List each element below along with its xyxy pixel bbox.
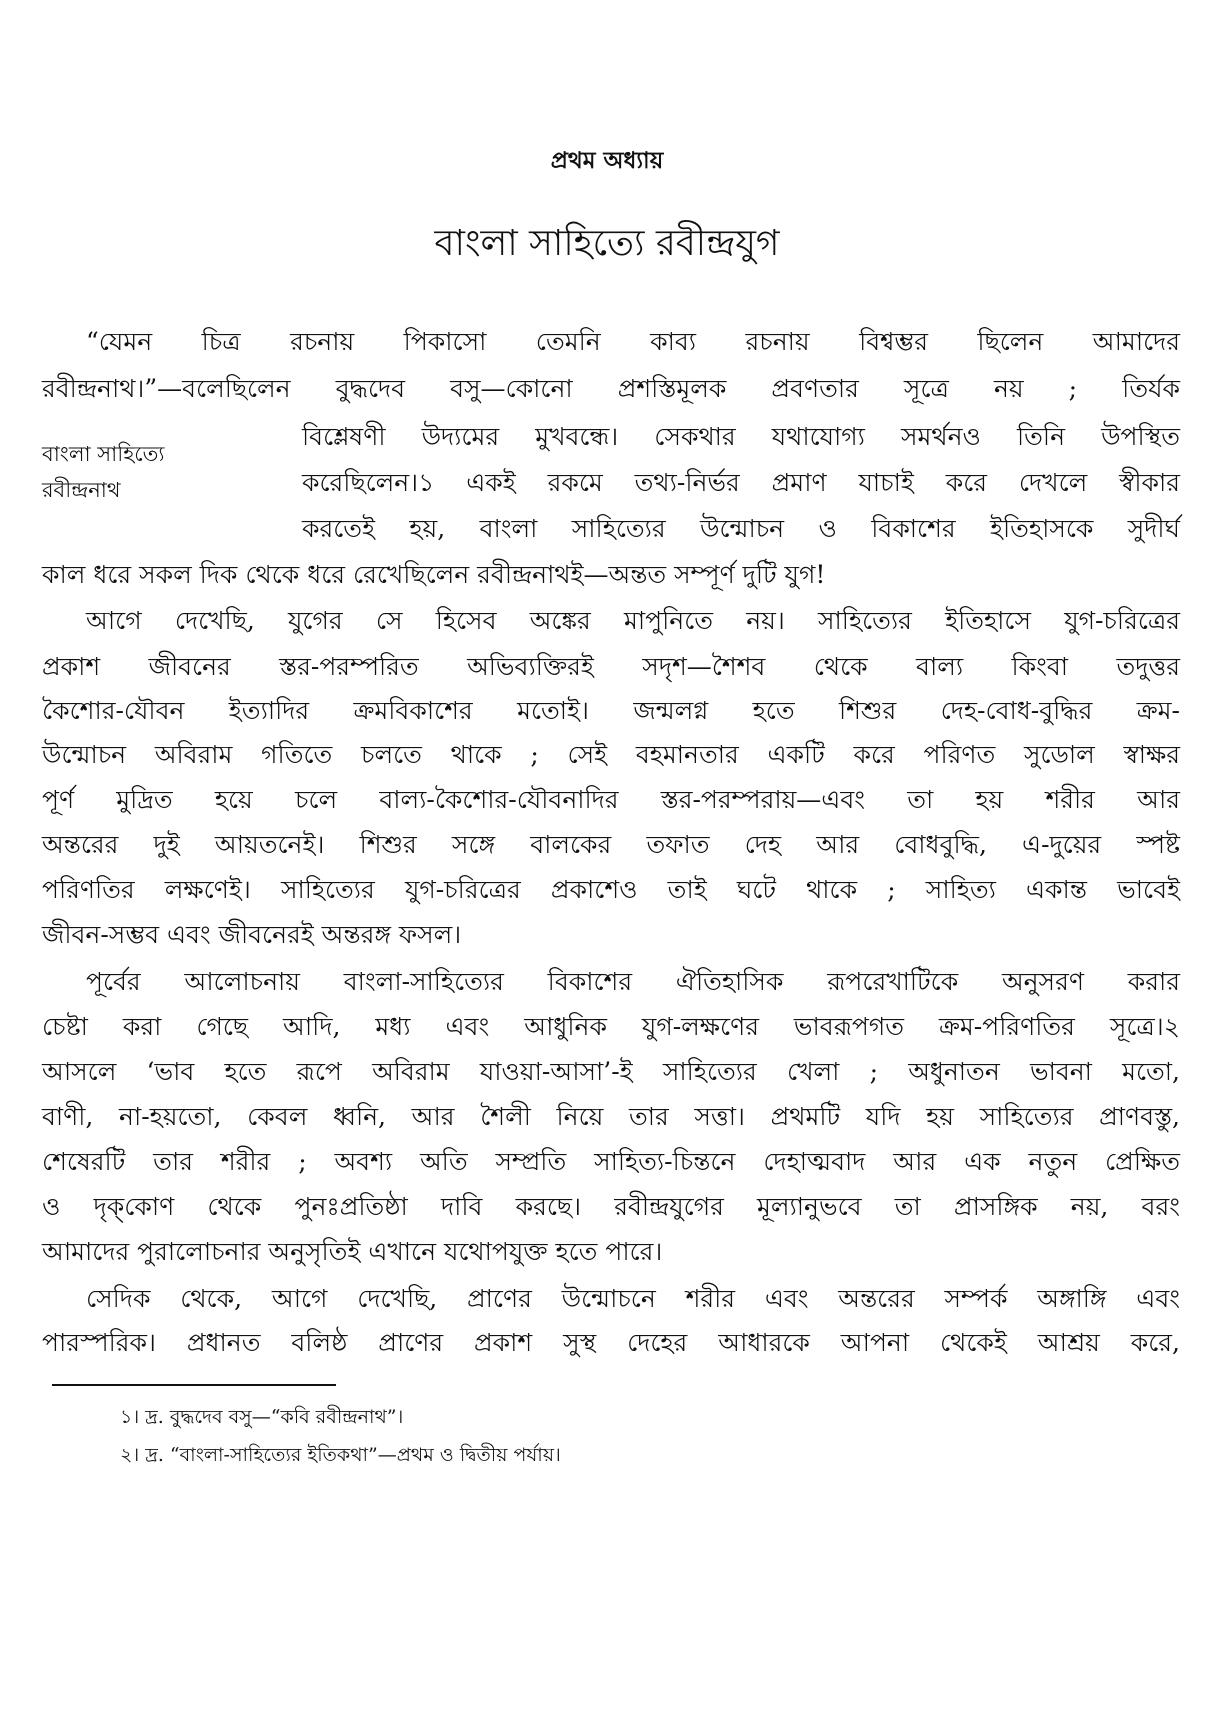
paragraph-3-line-7: আমাদের পুরালোচনার অনুসৃতিই এখানে যথোপযুক্ত হতে পারে। (42, 1237, 663, 1266)
paragraph-2-line-7: পরিণতির লক্ষণেই। সাহিত্যের যুগ-চরিত্রের প্রকাশেও তাই ঘটে থাকে ; সাহিত্য একান্ত ভাবেই (42, 875, 1180, 904)
chapter-title: বাংলা সাহিত্যে রবীন্দ্রযুগ (434, 223, 780, 264)
footnote-divider (52, 1384, 336, 1386)
paragraph-3-line-5: শেষেরটি তার শরীর ; অবশ্য অতি সম্প্রতি সাহিত্য-চিন্তনে দেহাত্মবাদ আর এক নতুন প্রেক্ষিত (42, 1147, 1180, 1176)
paragraph-1-line-2: রবীন্দ্রনাথ।”—বলেছিলেন বুদ্ধদেব বসু—কোনো প্রশস্তিমূলক প্রবণতার সূত্রে নয় ; তির্যক (42, 374, 1180, 403)
margin-note-line-2: রবীন্দ্রনাথ (42, 478, 121, 502)
paragraph-2-line-5: পূর্ণ মুদ্রিত হয়ে চলে বাল্য-কৈশোর-যৌবনাদির স্তর-পরম্পরায়—এবং তা হয় শরীর আর (42, 785, 1180, 814)
paragraph-2-line-1: আগে দেখেছি, যুগের সে হিসেব অঙ্কের মাপুনিতে নয়। সাহিত্যের ইতিহাসে যুগ-চরিত্রের (86, 606, 1180, 635)
paragraph-2-line-4: উন্মোচন অবিরাম গতিতে চলতে থাকে ; সেই বহমানতার একটি করে পরিণত সুডোল স্বাক্ষর (42, 740, 1180, 769)
paragraph-4-line-1: সেদিক থেকে, আগে দেখেছি, প্রাণের উন্মোচনে শরীর এবং অন্তরের সম্পর্ক অঙ্গাঙ্গি এবং (86, 1284, 1180, 1313)
paragraph-3-line-4: বাণী, না-হয়তো, কেবল ধ্বনি, আর শৈলী নিয়ে তার সত্তা। প্রথমটি যদি হয় সাহিত্যের প্রাণবস্তু, (42, 1102, 1180, 1131)
paragraph-3-line-6: ও দৃক্‌কোণ থেকে পুনঃপ্রতিষ্ঠা দাবি করছে। রবীন্দ্রযুগের মূল্যানুভবে তা প্রাসঙ্গিক নয়, বরং (42, 1192, 1180, 1221)
paragraph-3-line-1: পূর্বের আলোচনায় বাংলা-সাহিত্যের বিকাশের ঐতিহাসিক রূপরেখাটিকে অনুসরণ করার (86, 967, 1180, 996)
paragraph-2-line-6: অন্তরের দুই আয়তনেই। শিশুর সঙ্গে বালকের তফাত দেহ আর বোধবুদ্ধি, এ-দুয়ের স্পষ্ট (42, 830, 1180, 859)
chapter-label: প্রথম অধ্যায় (550, 147, 664, 174)
paragraph-3-line-3: আসলে ‘ভাব হতে রূপে অবিরাম যাওয়া-আসা’-ই সাহিত্যের খেলা ; অধুনাতন ভাবনা মতো, (42, 1057, 1180, 1086)
paragraph-1-line-5: করতেই হয়, বাংলা সাহিত্যের উন্মোচন ও বিকাশের ইতিহাসকে সুদীর্ঘ (302, 514, 1180, 543)
paragraph-2-line-8: জীবন-সম্ভব এবং জীবনেরই অন্তরঙ্গ ফসল। (42, 920, 462, 949)
paragraph-3-line-2: চেষ্টা করা গেছে আদি, মধ্য এবং আধুনিক যুগ-লক্ষণের ভাবরূপগত ক্রম-পরিণতির সূত্রে।২ (42, 1012, 1181, 1041)
paragraph-2-line-3: কৈশোর-যৌবন ইত্যাদির ক্রমবিকাশের মতোই। জন্মলগ্ন হতে শিশুর দেহ-বোধ-বুদ্ধির ক্রম- (42, 696, 1180, 725)
paragraph-1-line-6: কাল ধরে সকল দিক থেকে ধরে রেখেছিলেন রবীন্দ্রনাথই—অন্তত সম্পূর্ণ দুটি যুগ! (42, 560, 826, 589)
margin-note-line-1: বাংলা সাহিত্যে (42, 442, 165, 466)
paragraph-2-line-2: প্রকাশ জীবনের স্তর-পরম্পরিত অভিব্যক্তিরই সদৃশ—শৈশব থেকে বাল্য কিংবা তদুত্তর (42, 652, 1180, 681)
footnote-2: ২। দ্র. “বাংলা-সাহিত্যের ইতিকথা”—প্রথম ও দ্বিতীয় পর্যায়। (120, 1444, 561, 1466)
paragraph-1-line-3: বিশ্লেষণী উদ্যমের মুখবন্ধে। সেকথার যথাযোগ্য সমর্থনও তিনি উপস্থিত (302, 422, 1180, 451)
footnote-1: ১। দ্র. বুদ্ধদেব বসু—“কবি রবীন্দ্রনাথ”। (120, 1406, 404, 1428)
paragraph-1-line-1: “যেমন চিত্র রচনায় পিকাসো তেমনি কাব্য রচনায় বিশ্বম্ভর ছিলেন আমাদের (86, 327, 1180, 356)
paragraph-4-line-2: পারস্পরিক। প্রধানত বলিষ্ঠ প্রাণের প্রকাশ সুস্থ দেহের আধারকে আপনা থেকেই আশ্রয় করে, (42, 1328, 1180, 1357)
paragraph-1-line-4: করেছিলেন।১ একই রকমে তথ্য-নির্ভর প্রমাণ যাচাই করে দেখলে স্বীকার (302, 468, 1180, 497)
